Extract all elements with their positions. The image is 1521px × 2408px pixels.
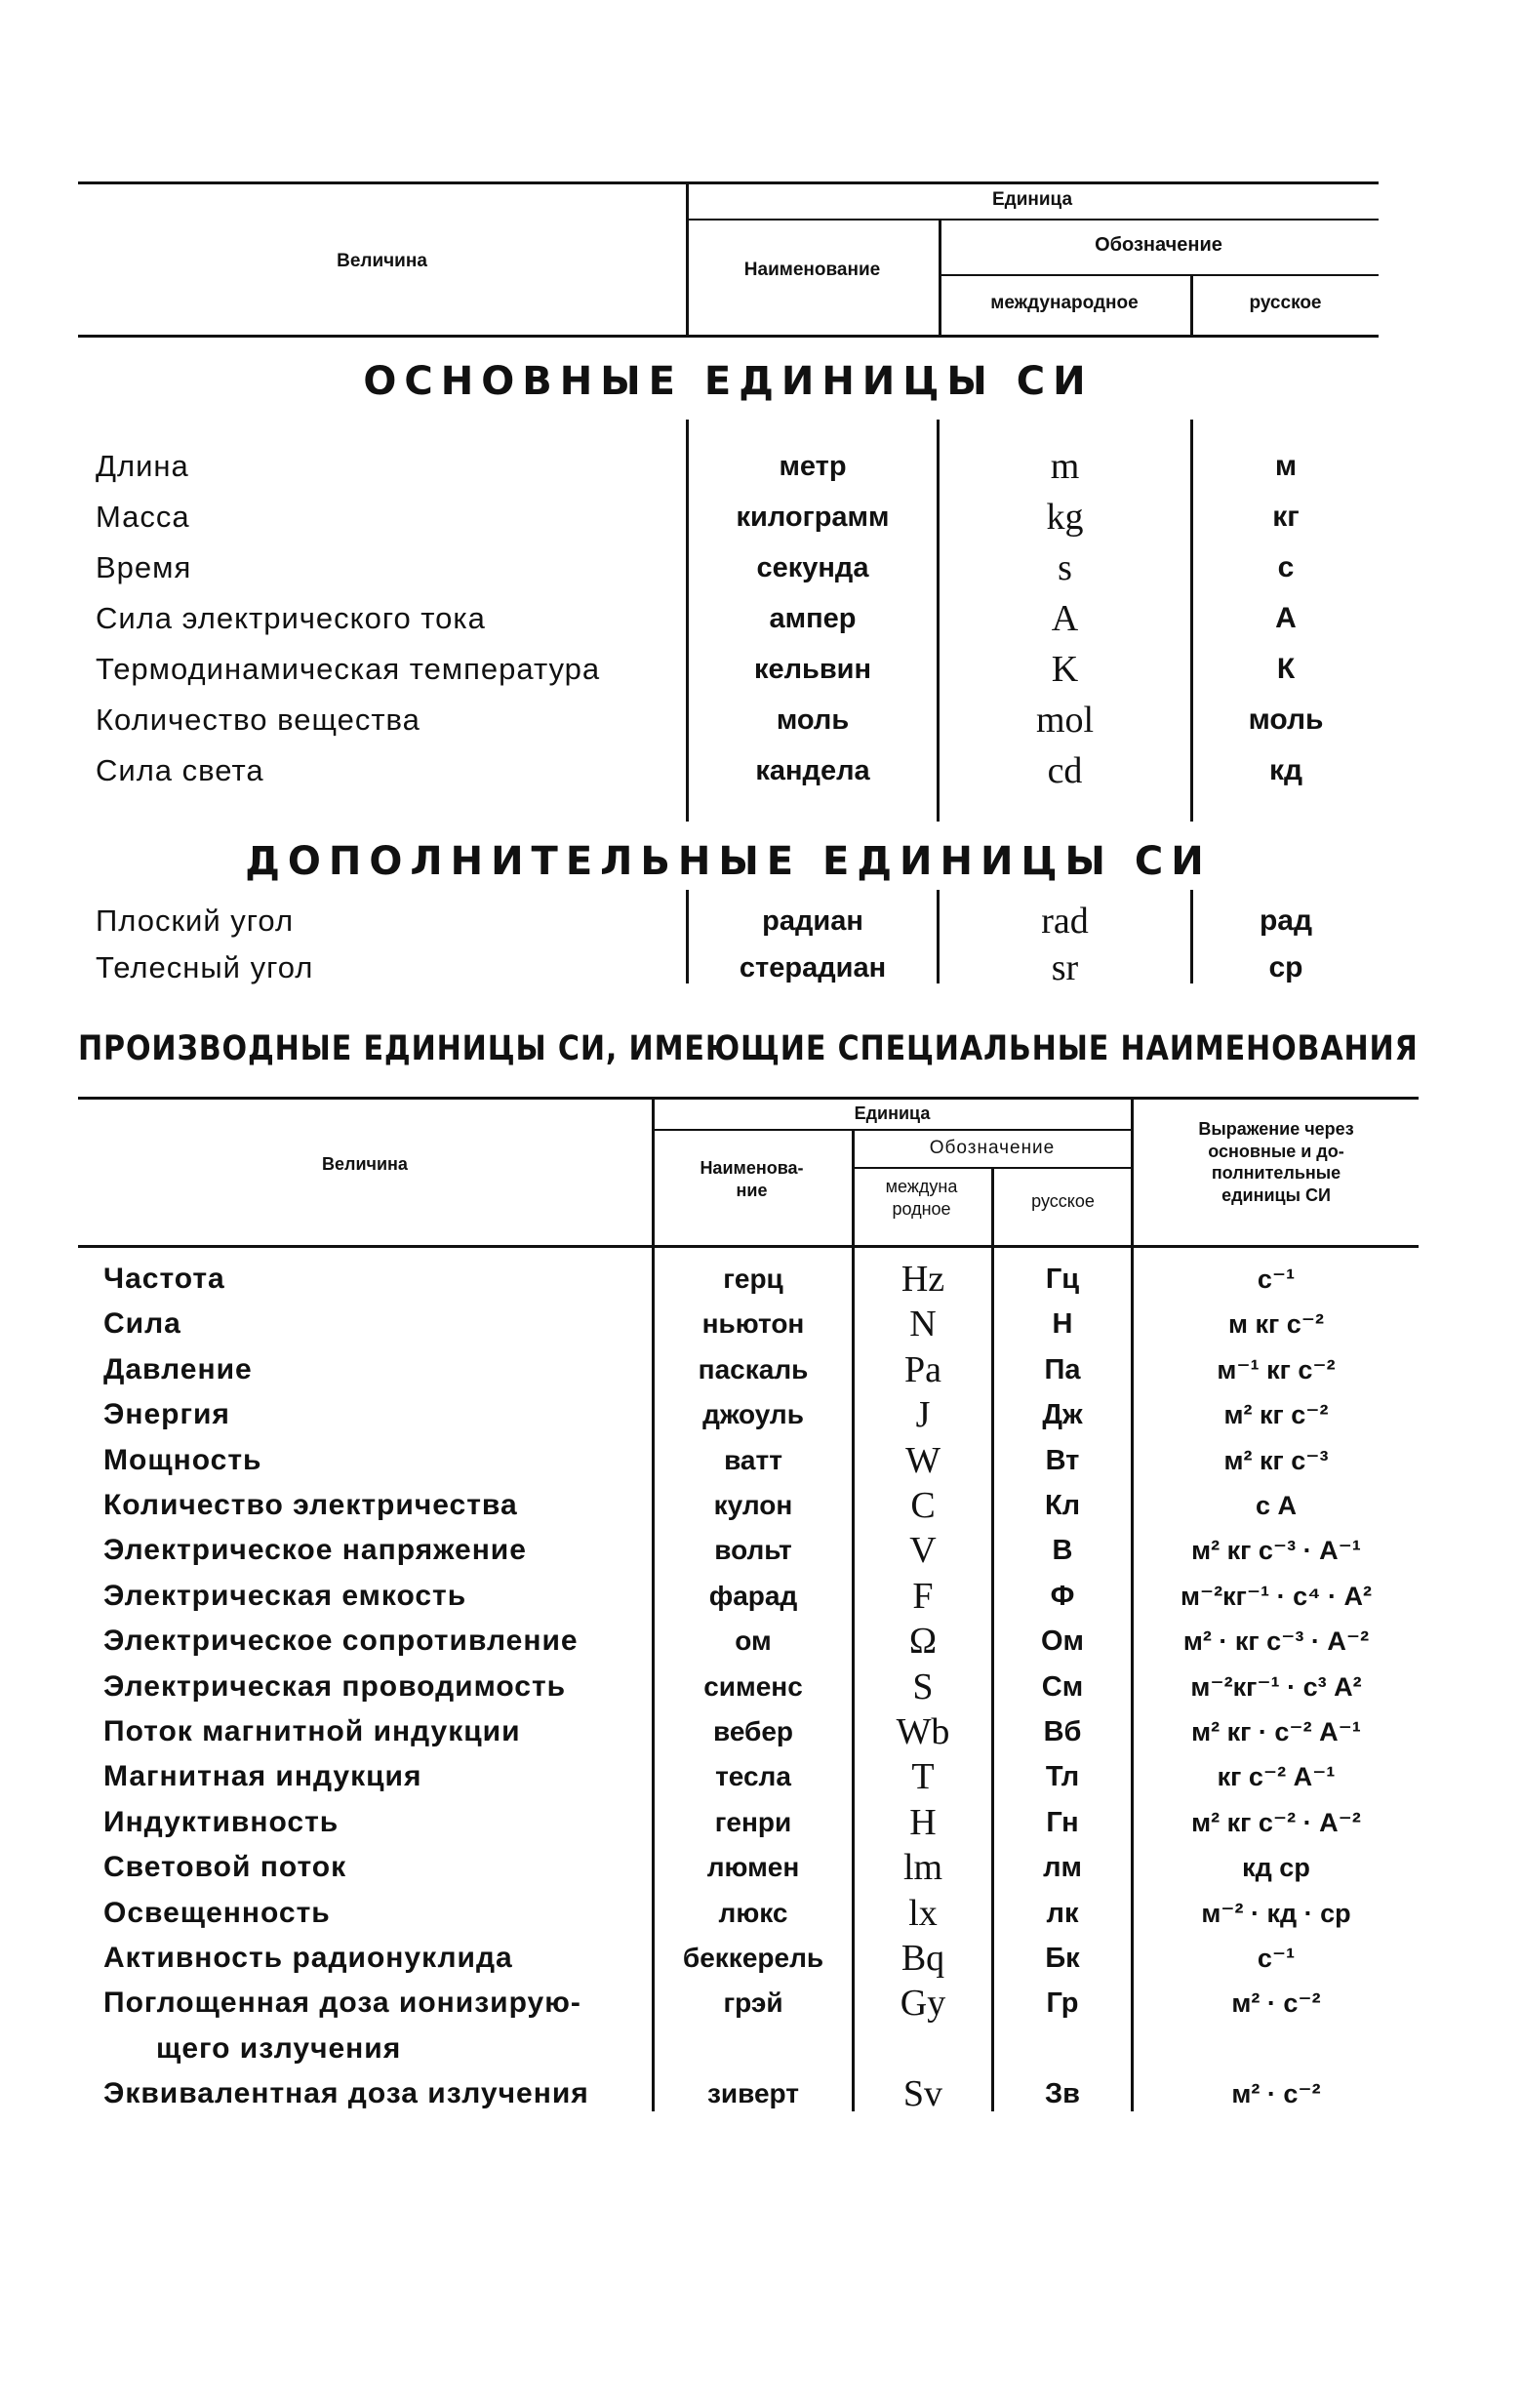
- international-symbol-cell: sr: [1051, 947, 1079, 988]
- unit-name-cell: ампер: [769, 602, 857, 634]
- quantity-cell: Энергия: [103, 1398, 230, 1430]
- international-symbol-cell: Ω: [908, 1621, 938, 1662]
- quantity-cell: Эквивалентная доза излучения: [103, 2077, 589, 2109]
- table-row: [0, 1302, 1521, 1346]
- unit-name-cell: секунда: [756, 551, 869, 583]
- table1-designation-rule: [939, 274, 1379, 276]
- derived-units-title: ПРОИЗВОДНЫЕ ЕДИНИЦЫ СИ, ИМЕЮЩИЕ СПЕЦИАЛЬНЫЕ НАИМЕНОВАНИЯ: [78, 1029, 1419, 1068]
- unit-name-cell: паскаль: [698, 1354, 809, 1385]
- russian-symbol-cell: моль: [1248, 703, 1324, 736]
- table-row: [0, 1665, 1521, 1709]
- quantity-cell: Сила света: [96, 753, 264, 787]
- russian-symbol-cell: кг: [1272, 501, 1300, 533]
- table-row: [0, 1574, 1521, 1619]
- header-unit: Единица: [991, 189, 1073, 210]
- international-symbol-cell: C: [910, 1485, 936, 1526]
- si-expression-cell: м² · кг с⁻³ · А⁻²: [1182, 1625, 1370, 1656]
- russian-symbol-cell: К: [1276, 653, 1296, 685]
- unit-name-cell: вебер: [712, 1716, 794, 1746]
- unit-name-cell: ньютон: [701, 1308, 805, 1339]
- table-row: [0, 1347, 1521, 1392]
- header-name: Наименование: [743, 260, 881, 280]
- si-expression-cell: м² кг с⁻³ · А⁻¹: [1191, 1535, 1361, 1565]
- si-expression-cell: м² кг с⁻³: [1223, 1445, 1329, 1475]
- international-symbol-cell: rad: [1041, 901, 1089, 942]
- table-row: [0, 644, 1521, 695]
- table-row: [0, 1891, 1521, 1936]
- unit-name-cell: кандела: [755, 754, 870, 786]
- si-expression-cell: м⁻² · кд · ср: [1201, 1898, 1351, 1928]
- table-row: [0, 542, 1521, 593]
- t2-header-expr-line1: Выражение через: [1198, 1119, 1354, 1139]
- unit-name-cell: моль: [776, 703, 850, 736]
- section-title-supplementary-units: ДОПОЛНИТЕЛЬНЫЕ ЕДИНИЦЫ СИ: [245, 839, 1212, 884]
- table-row: [0, 1754, 1521, 1799]
- t2-header-intl-line1: междуна: [885, 1177, 958, 1196]
- russian-symbol-cell: Бк: [1045, 1942, 1080, 1974]
- table2-header-bottom-rule: [78, 1245, 1419, 1248]
- international-symbol-cell: W: [905, 1440, 941, 1481]
- table-row: [0, 1438, 1521, 1483]
- russian-symbol-cell: Гц: [1045, 1263, 1080, 1295]
- t2-header-expr-line4: единицы СИ: [1221, 1184, 1331, 1205]
- international-symbol-cell: lm: [902, 1847, 943, 1888]
- quantity-cell: Электрическая емкость: [103, 1580, 467, 1612]
- header-russian: русское: [1249, 293, 1322, 313]
- si-expression-cell: м кг с⁻²: [1228, 1308, 1324, 1339]
- russian-symbol-cell: кд: [1268, 754, 1303, 786]
- quantity-cell: Световой поток: [103, 1851, 347, 1883]
- header-designation: Обозначение: [1095, 234, 1222, 256]
- international-symbol-cell: lx: [908, 1893, 938, 1934]
- quantity-cell: Поглощенная доза ионизирую-: [103, 1987, 581, 2019]
- table-row: [0, 2071, 1521, 2116]
- table1-unit-rule: [686, 219, 1379, 221]
- unit-name-cell: грэй: [723, 1987, 783, 2018]
- unit-name-cell: беккерель: [682, 1943, 824, 1973]
- si-expression-cell: м² · с⁻²: [1231, 2078, 1321, 2108]
- unit-name-cell: килограмм: [736, 501, 890, 533]
- quantity-cell: Освещенность: [103, 1897, 331, 1929]
- si-expression-cell: с⁻¹: [1257, 1264, 1296, 1294]
- international-symbol-cell: mol: [1035, 700, 1095, 741]
- quantity-cell: Активность радионуклида: [103, 1942, 513, 1974]
- quantity-cell: Сила: [103, 1307, 181, 1340]
- t2-header-designation: Обозначение: [929, 1138, 1056, 1158]
- quantity-cell: Количество электричества: [103, 1489, 518, 1521]
- table-row: [0, 943, 1521, 993]
- international-symbol-cell: S: [912, 1666, 934, 1707]
- russian-symbol-cell: Па: [1044, 1353, 1081, 1385]
- quantity-cell: Мощность: [103, 1444, 262, 1476]
- international-symbol-cell: A: [1051, 598, 1079, 639]
- si-expression-cell: м² кг с⁻² · А⁻²: [1191, 1807, 1361, 1837]
- unit-name-cell: джоуль: [702, 1399, 804, 1429]
- quantity-cell: Индуктивность: [103, 1806, 340, 1838]
- unit-name-cell: сименс: [703, 1671, 803, 1702]
- international-symbol-cell: m: [1050, 446, 1080, 487]
- quantity-cell: Количество вещества: [96, 702, 420, 737]
- russian-symbol-cell: Гн: [1046, 1806, 1079, 1838]
- si-expression-cell: м² кг с⁻²: [1223, 1399, 1329, 1429]
- si-expression-cell: м² кг · с⁻² А⁻¹: [1191, 1716, 1361, 1746]
- table2-unit-rule: [652, 1129, 1133, 1131]
- russian-symbol-cell: ср: [1268, 951, 1303, 983]
- quantity-cell: Плоский угол: [96, 903, 295, 938]
- quantity-cell: Давление: [103, 1353, 253, 1385]
- t2-header-quantity: Величина: [322, 1154, 408, 1174]
- section-title-base-units: ОСНОВНЫЕ ЕДИНИЦЫ СИ: [363, 359, 1094, 404]
- international-symbol-cell: Pa: [904, 1349, 941, 1390]
- quantity-cell-line2: щего излучения: [156, 2032, 402, 2065]
- table-row: [0, 1981, 1521, 2026]
- russian-symbol-cell: Гр: [1046, 1987, 1079, 2019]
- t2-header-russian: русское: [1031, 1191, 1095, 1211]
- quantity-cell: Длина: [96, 449, 189, 483]
- si-expression-cell: м⁻¹ кг с⁻²: [1217, 1354, 1336, 1385]
- table-row: [0, 593, 1521, 644]
- si-expression-cell: с⁻¹: [1257, 1943, 1296, 1973]
- unit-name-cell: метр: [779, 450, 847, 482]
- unit-name-cell: кулон: [713, 1490, 793, 1520]
- quantity-cell: Электрическое сопротивление: [103, 1625, 579, 1657]
- header-quantity: Величина: [337, 251, 427, 271]
- quantity-cell: Термодинамическая температура: [96, 652, 601, 686]
- si-expression-cell: кд ср: [1242, 1852, 1310, 1882]
- table-row: [0, 1936, 1521, 1981]
- russian-symbol-cell: Вб: [1043, 1715, 1082, 1747]
- international-symbol-cell: Bq: [901, 1938, 945, 1979]
- unit-name-cell: герц: [723, 1264, 783, 1294]
- t2-header-expr-line3: полнительные: [1211, 1163, 1341, 1183]
- russian-symbol-cell: В: [1052, 1534, 1073, 1566]
- table-row: [0, 1800, 1521, 1845]
- russian-symbol-cell: А: [1275, 602, 1297, 634]
- unit-name-cell: люкс: [718, 1898, 788, 1928]
- t2-header-name-line2: ние: [736, 1180, 768, 1200]
- russian-symbol-cell: См: [1041, 1670, 1084, 1703]
- table-row: [0, 492, 1521, 542]
- si-expression-cell: с А: [1255, 1490, 1298, 1520]
- quantity-cell: Сила электрического тока: [96, 601, 486, 635]
- international-symbol-cell: N: [909, 1304, 937, 1344]
- quantity-cell: Магнитная индукция: [103, 1760, 422, 1792]
- unit-name-cell: люмен: [706, 1852, 800, 1882]
- unit-name-cell: зиверт: [707, 2078, 799, 2108]
- table-row: [0, 1392, 1521, 1437]
- unit-name-cell: радиан: [762, 904, 863, 937]
- si-expression-cell: кг с⁻² А⁻¹: [1217, 1761, 1336, 1791]
- unit-name-cell: ватт: [724, 1445, 782, 1475]
- international-symbol-cell: J: [915, 1394, 931, 1435]
- t2-header-expression: [1134, 1118, 1419, 1206]
- russian-symbol-cell: Ом: [1040, 1625, 1084, 1657]
- russian-symbol-cell: Ф: [1050, 1580, 1075, 1612]
- russian-symbol-cell: м: [1274, 450, 1298, 482]
- t2-header-name-line1: Наименова-: [700, 1158, 804, 1178]
- international-symbol-cell: F: [912, 1576, 934, 1617]
- t2-header-name: [652, 1157, 852, 1201]
- unit-name-cell: тесла: [715, 1761, 791, 1791]
- table-row: [0, 745, 1521, 796]
- international-symbol-cell: H: [909, 1802, 937, 1843]
- quantity-cell: Электрическое напряжение: [103, 1534, 527, 1566]
- russian-symbol-cell: Н: [1052, 1307, 1073, 1340]
- unit-name-cell: кельвин: [753, 653, 872, 685]
- international-symbol-cell: Hz: [901, 1259, 945, 1300]
- unit-name-cell: фарад: [708, 1581, 798, 1611]
- table2-top-rule: [78, 1097, 1419, 1100]
- international-symbol-cell: Sv: [902, 2073, 943, 2114]
- international-symbol-cell: V: [909, 1530, 937, 1571]
- russian-symbol-cell: с: [1277, 551, 1295, 583]
- unit-name-cell: генри: [714, 1807, 792, 1837]
- international-symbol-cell: kg: [1046, 497, 1084, 538]
- unit-name-cell: стерадиан: [739, 951, 887, 983]
- si-expression-cell: м⁻²кг⁻¹ · с⁴ · А²: [1180, 1581, 1373, 1611]
- t2-header-international: [852, 1176, 991, 1220]
- quantity-cell: Частота: [103, 1263, 225, 1295]
- international-symbol-cell: T: [911, 1756, 935, 1797]
- table-row-continuation: [0, 2027, 1521, 2071]
- international-symbol-cell: Gy: [900, 1983, 946, 2024]
- russian-symbol-cell: Зв: [1045, 2077, 1080, 2109]
- russian-symbol-cell: лм: [1043, 1851, 1082, 1883]
- table-row: [0, 1619, 1521, 1664]
- quantity-cell: Поток магнитной индукции: [103, 1715, 521, 1747]
- international-symbol-cell: s: [1058, 547, 1072, 588]
- unit-name-cell: ом: [735, 1625, 772, 1656]
- unit-name-cell: вольт: [714, 1535, 792, 1565]
- international-symbol-cell: Wb: [896, 1711, 950, 1752]
- russian-symbol-cell: Дж: [1042, 1398, 1083, 1430]
- table-row: [0, 1528, 1521, 1573]
- quantity-cell: Масса: [96, 500, 190, 534]
- t2-header-expr-line2: основные и до-: [1208, 1141, 1344, 1161]
- t2-header-unit: Единица: [854, 1104, 931, 1123]
- table1-top-rule: [78, 181, 1379, 184]
- international-symbol-cell: K: [1051, 649, 1079, 690]
- table-row: [0, 695, 1521, 745]
- russian-symbol-cell: Кл: [1044, 1489, 1081, 1521]
- russian-symbol-cell: Вт: [1045, 1444, 1080, 1476]
- table1-header-bottom-rule: [78, 335, 1379, 338]
- table-row: [0, 896, 1521, 946]
- si-expression-cell: м² · с⁻²: [1231, 1987, 1321, 2018]
- table-row: [0, 441, 1521, 492]
- table-row: [0, 1257, 1521, 1302]
- quantity-cell: Телесный угол: [96, 950, 314, 984]
- table-row: [0, 1483, 1521, 1528]
- t2-header-intl-line2: родное: [892, 1198, 951, 1219]
- russian-symbol-cell: лк: [1046, 1897, 1079, 1929]
- russian-symbol-cell: рад: [1259, 904, 1313, 937]
- header-international: международное: [990, 293, 1139, 313]
- quantity-cell: Электрическая проводимость: [103, 1670, 567, 1703]
- si-expression-cell: м⁻²кг⁻¹ · с³ А²: [1190, 1671, 1362, 1702]
- international-symbol-cell: cd: [1047, 750, 1083, 791]
- russian-symbol-cell: Тл: [1045, 1760, 1080, 1792]
- table-row: [0, 1709, 1521, 1754]
- table-row: [0, 1845, 1521, 1890]
- quantity-cell: Время: [96, 550, 192, 584]
